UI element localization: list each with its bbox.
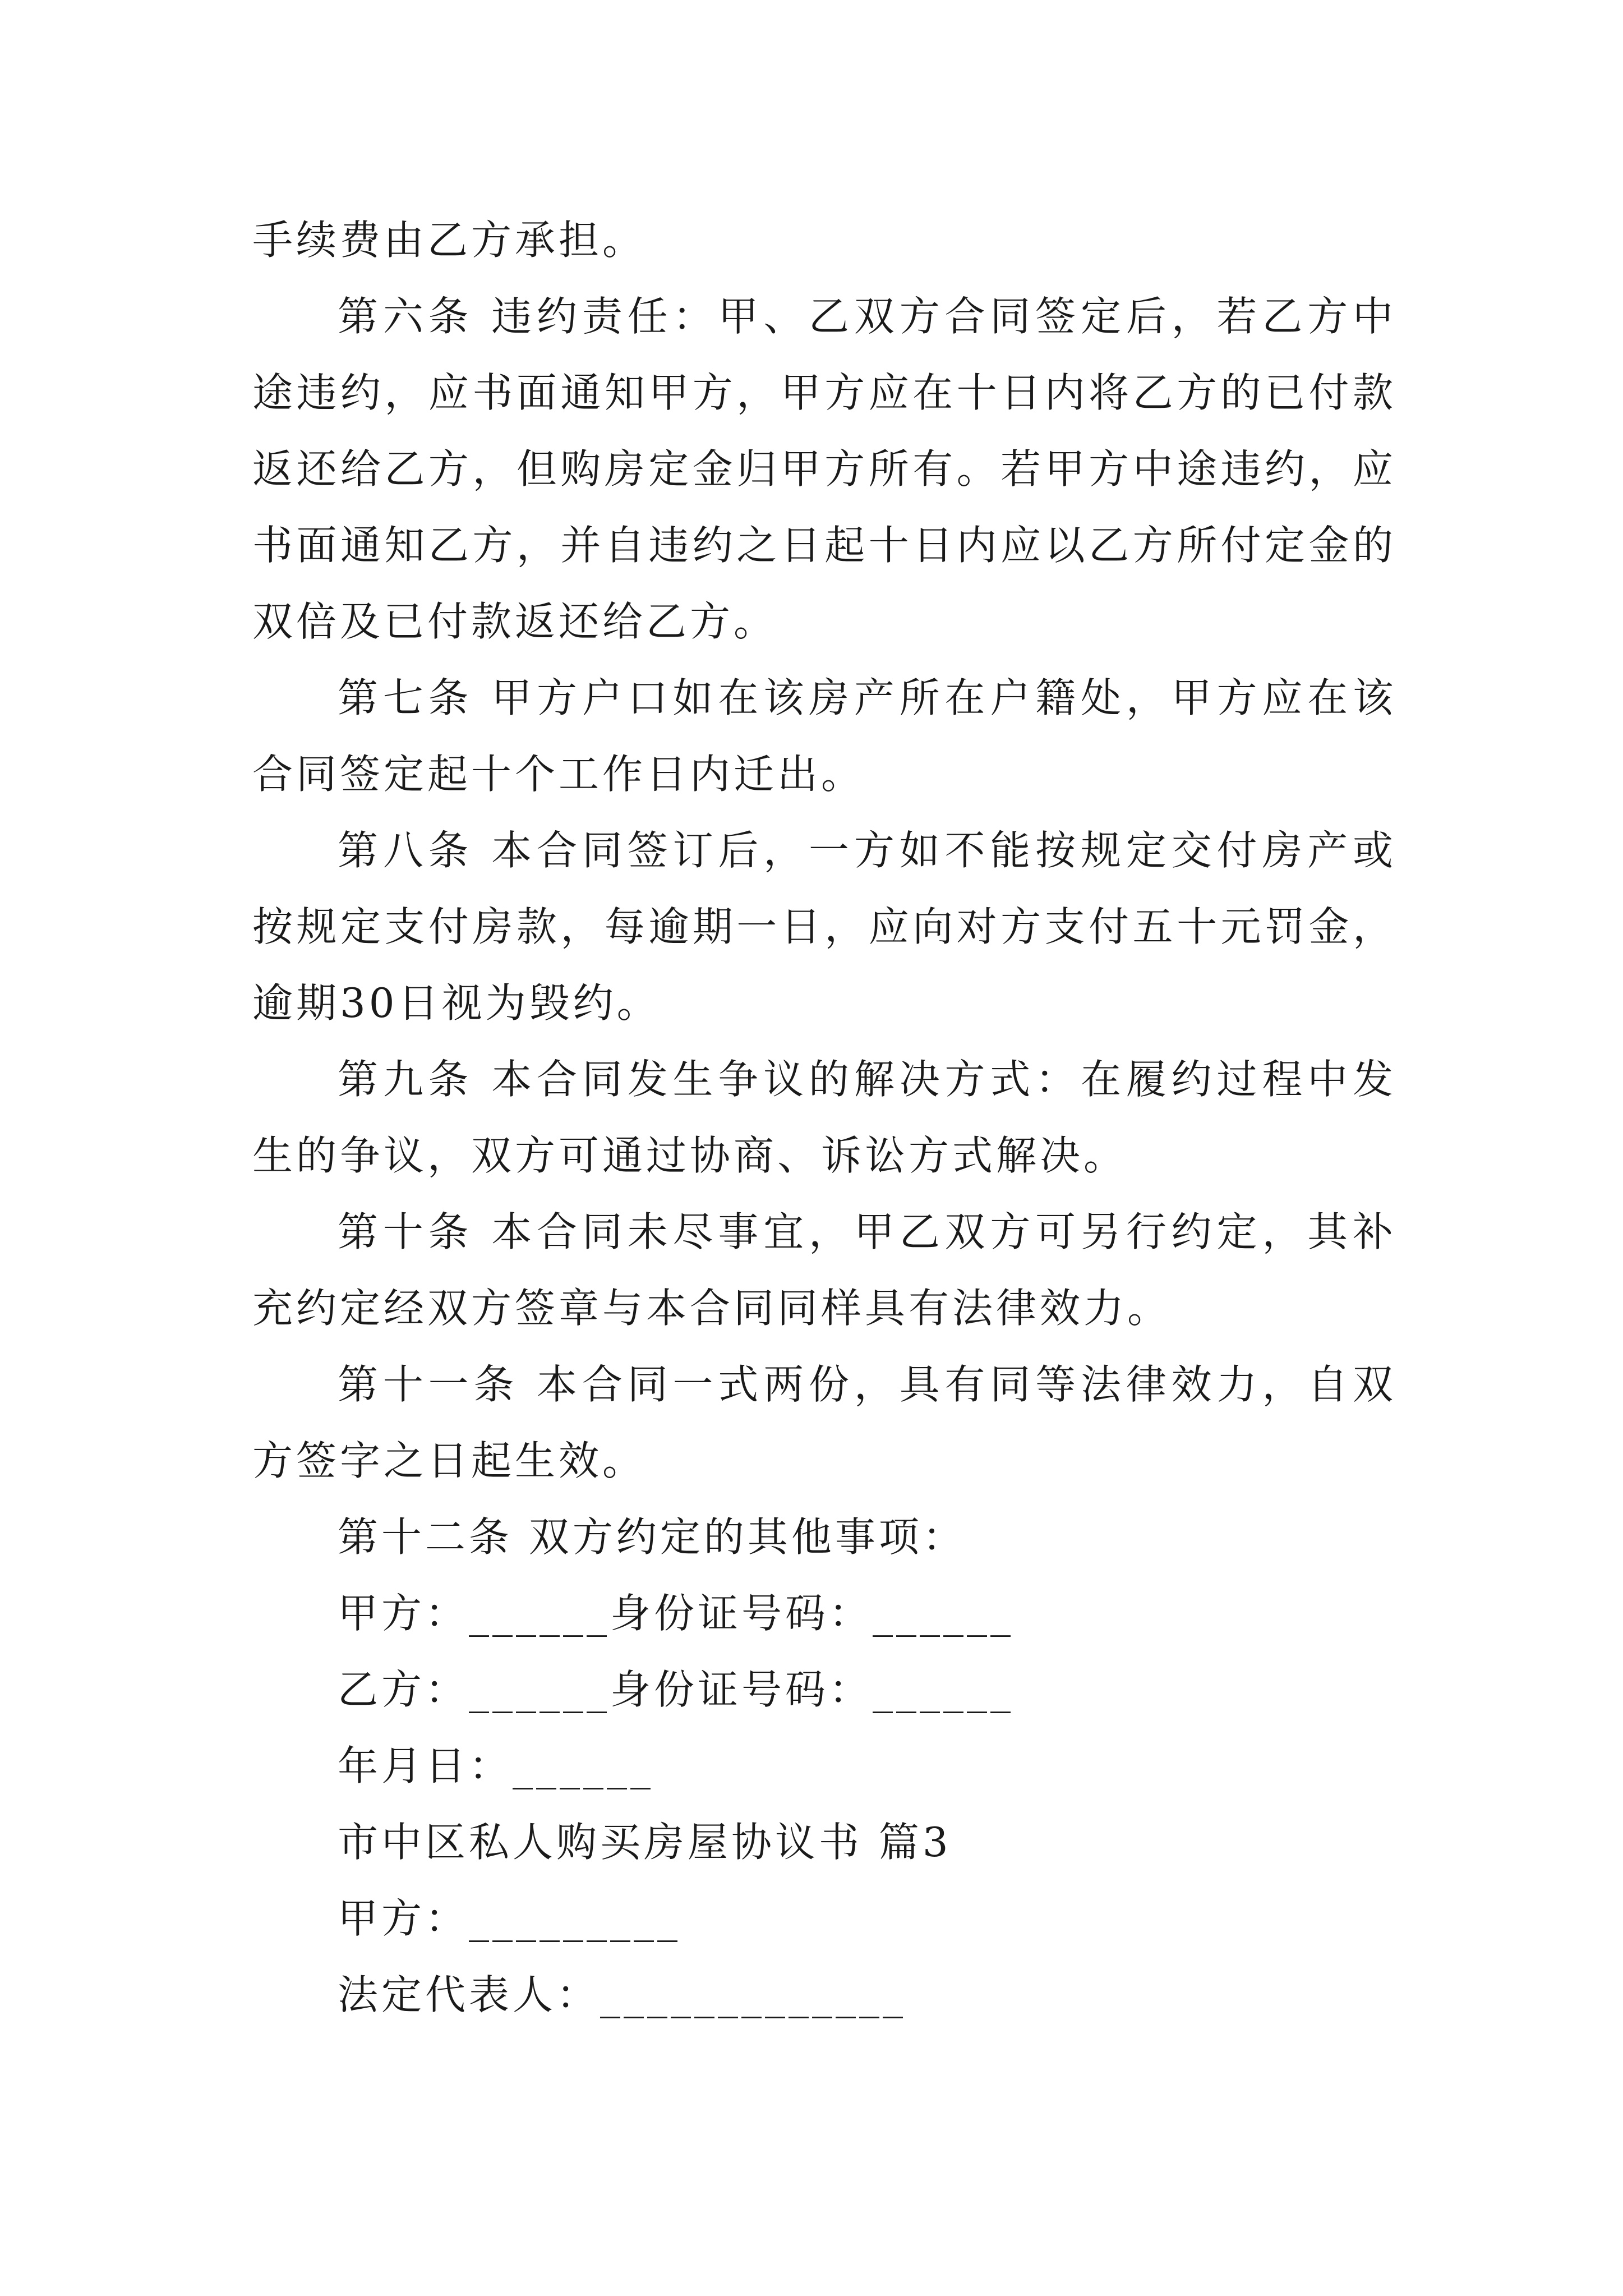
party-a-signature-line: 甲方：______身份证号码：______ [338,1590,1015,1637]
section-title: 市中区私人购买房屋协议书 篇3 [338,1819,952,1866]
article-12-other-matters: 第十二条 双方约定的其他事项： [338,1513,966,1561]
article-6-breach-liability: 第六条 违约责任：甲、乙双方合同签定后，若乙方中途违约，应书面通知甲方，甲方应在十日内将乙方的已付款返还给乙方，但购房定金归甲方所有。若甲方中途违约，应书面通知乙方，并自违约之日起十日内应以乙方所付定金的双倍及已付款返还给乙方。 [252,293,1396,645]
party-a-line: 甲方：_________ [338,1895,681,1942]
article-8-late-penalty: 第八条 本合同签订后，一方如不能按规定交付房产或按规定支付房款，每逾期一日，应向对方支付五十元罚金，逾期30日视为毁约。 [252,827,1396,1027]
article-10-supplementary-terms: 第十条 本合同未尽事宜，甲乙双方可另行约定，其补充约定经双方签章与本合同同样具有法律效力。 [252,1208,1396,1332]
legal-representative-line: 法定代表人：_____________ [338,1971,907,2018]
article-11-effectiveness: 第十一条 本合同一式两份，具有同等法律效力，自双方签字之日起生效。 [252,1361,1396,1484]
document-body [252,202,1396,2033]
article-9-dispute-resolution: 第九条 本合同发生争议的解决方式：在履约过程中发生的争议，双方可通过协商、诉讼方式解决。 [252,1056,1396,1179]
article-7-household-registration: 第七条 甲方户口如在该房产所在户籍处，甲方应在该合同签定起十个工作日内迁出。 [252,674,1396,798]
date-line: 年月日：______ [338,1742,654,1789]
party-b-signature-line: 乙方：______身份证号码：______ [338,1666,1015,1713]
paragraph-continuation: 手续费由乙方承担。 [252,217,647,264]
